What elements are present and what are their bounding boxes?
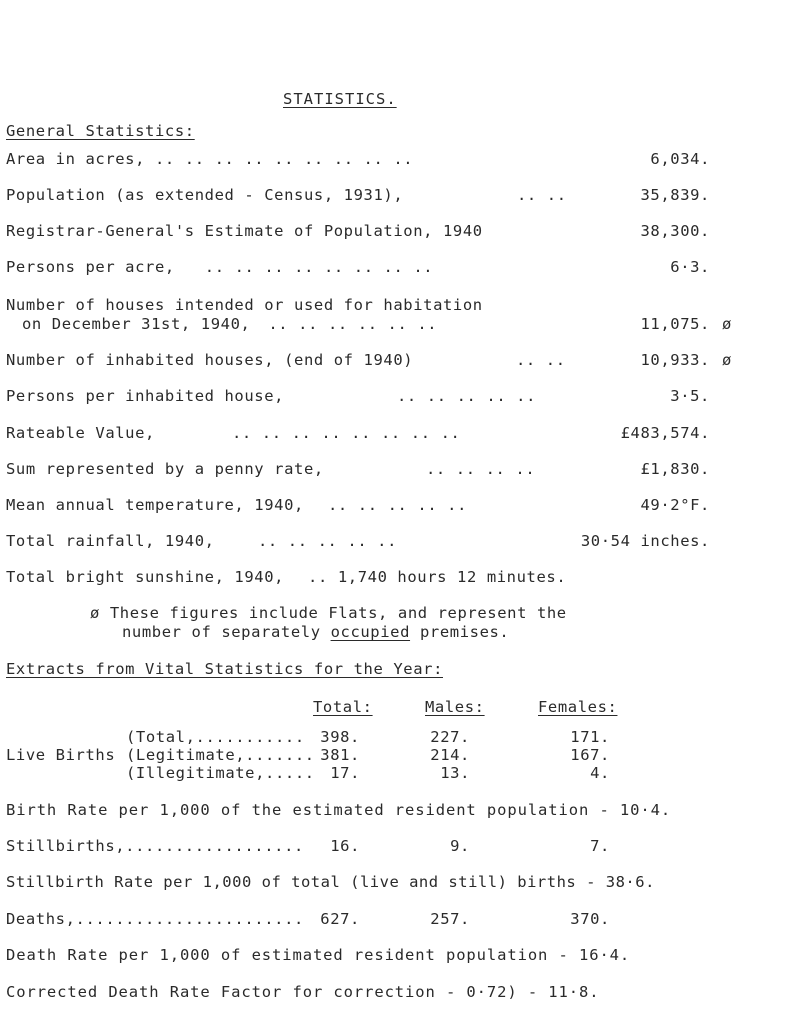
deaths-total: 627. [320, 910, 360, 928]
footnote-line-2 [122, 623, 509, 641]
stillbirths-males: 9. [450, 837, 470, 855]
birth-rate-line: Birth Rate per 1,000 of the estimated resident population - 10·4. [6, 801, 672, 819]
stat-value-area: 6,034. [650, 150, 710, 168]
general-statistics-heading: General Statistics: [6, 122, 195, 140]
stat-row-population [6, 186, 403, 204]
stat-row-sunshine [6, 568, 566, 586]
stillbirths-females: 7. [590, 837, 610, 855]
stat-row-persons-per-acre [6, 258, 433, 276]
stat-row-temperature: Mean annual temperature, 1940, [6, 496, 304, 514]
stat-row-rateable-value: Rateable Value, [6, 424, 155, 442]
deaths-males: 257. [430, 910, 470, 928]
death-rate-line: Death Rate per 1,000 of estimated resident population - 16·4. [6, 946, 631, 964]
footnote-text: premises. [410, 623, 510, 641]
col-header-total: Total: [313, 698, 373, 716]
table-cell-females: 4. [590, 764, 610, 782]
stat-value-houses: 11,075. [640, 315, 710, 333]
stat-value-temperature: 49·2°F. [640, 496, 710, 514]
stat-dots: .. .. .. .. .. [258, 532, 398, 550]
stat-value-penny-rate: £1,830. [640, 460, 710, 478]
stat-row-persons-per-house: Persons per inhabited house, [6, 387, 285, 405]
stat-dots: .. .. .. .. .. [397, 387, 537, 405]
table-cell-females: 167. [570, 746, 610, 764]
stat-row-rainfall: Total rainfall, 1940, [6, 532, 215, 550]
stat-value-population: 35,839. [640, 186, 710, 204]
stat-label: Total bright sunshine, 1940, [6, 568, 285, 586]
col-header-females: Females: [538, 698, 618, 716]
stat-dots: .. .. .. .. .. .. .. .. [232, 424, 461, 442]
stat-row-houses-line2 [22, 315, 437, 333]
table-row-label: (Legitimate,....... [126, 746, 315, 764]
footnote-mark: ø [722, 351, 732, 369]
stat-label: Area in acres, [6, 150, 146, 168]
table-row-label: (Illegitimate,..... [126, 764, 315, 782]
deaths-females: 370. [570, 910, 610, 928]
table-cell-total: 17. [330, 764, 360, 782]
stat-dots: .. .. [517, 186, 567, 204]
stat-value-persons-per-acre: 6·3. [670, 258, 710, 276]
stat-row-estimate: Registrar-General's Estimate of Population, 1940 [6, 222, 483, 240]
table-cell-total: 381. [320, 746, 360, 764]
stat-dots: .. .. .. .. .. [328, 496, 468, 514]
stat-label: Population (as extended - Census, 1931), [6, 186, 404, 204]
live-births-label: Live Births [6, 746, 116, 764]
stat-value-rateable-value: £483,574. [620, 424, 710, 442]
stat-value-sunshine: 1,740 hours 12 minutes. [337, 568, 567, 586]
stat-value-rainfall: 30·54 inches. [580, 532, 710, 550]
stat-label: Persons per acre, [6, 258, 175, 276]
col-header-males: Males: [425, 698, 485, 716]
stat-row-houses: Number of houses intended or used for habitation [6, 296, 483, 314]
stat-row-area [6, 150, 413, 168]
footnote-mark: ø [90, 604, 100, 622]
stat-dots: .. .. .. .. .. .. .. .. [204, 258, 434, 276]
page-title: STATISTICS. [283, 90, 397, 108]
table-cell-total: 398. [320, 728, 360, 746]
stat-row-penny-rate: Sum represented by a penny rate, [6, 460, 324, 478]
stat-row-inhabited-houses: Number of inhabited houses, (end of 1940) [6, 351, 414, 369]
table-cell-males: 214. [430, 746, 470, 764]
footnote-line-1 [90, 604, 567, 622]
stat-value-persons-per-house: 3·5. [670, 387, 710, 405]
stat-value-estimate: 38,300. [640, 222, 710, 240]
stillbirths-total: 16. [330, 837, 360, 855]
table-cell-males: 13. [440, 764, 470, 782]
stat-dots: .. .. [516, 351, 566, 369]
footnote-text: These figures include Flats, and represent the [109, 604, 567, 622]
stat-value-inhabited-houses: 10,933. [640, 351, 710, 369]
table-cell-females: 171. [570, 728, 610, 746]
table-cell-males: 227. [430, 728, 470, 746]
deaths-label: Deaths,....................... [6, 910, 304, 928]
stillbirths-label: Stillbirths,.................. [6, 837, 304, 855]
stat-dots: .. .. .. .. .. .. .. .. .. [154, 150, 414, 168]
stat-label: on December 31st, 1940, [22, 315, 251, 333]
vital-statistics-heading: Extracts from Vital Statistics for the Year: [6, 660, 443, 678]
stillbirth-rate-line: Stillbirth Rate per 1,000 of total (live and still) births - 38·6. [6, 873, 655, 891]
table-row-label: (Total,........... [126, 728, 305, 746]
footnote-underlined-word: occupied [330, 623, 411, 641]
stat-dots: .. .. .. .. [426, 460, 536, 478]
stat-dots: .. [308, 568, 328, 586]
footnote-text: number of separately [122, 623, 331, 641]
stat-dots: .. .. .. .. .. .. [268, 315, 438, 333]
footnote-mark: ø [722, 315, 732, 333]
corrected-death-rate-line: Corrected Death Rate Factor for correction - 0·72) - 11·8. [6, 983, 600, 1001]
